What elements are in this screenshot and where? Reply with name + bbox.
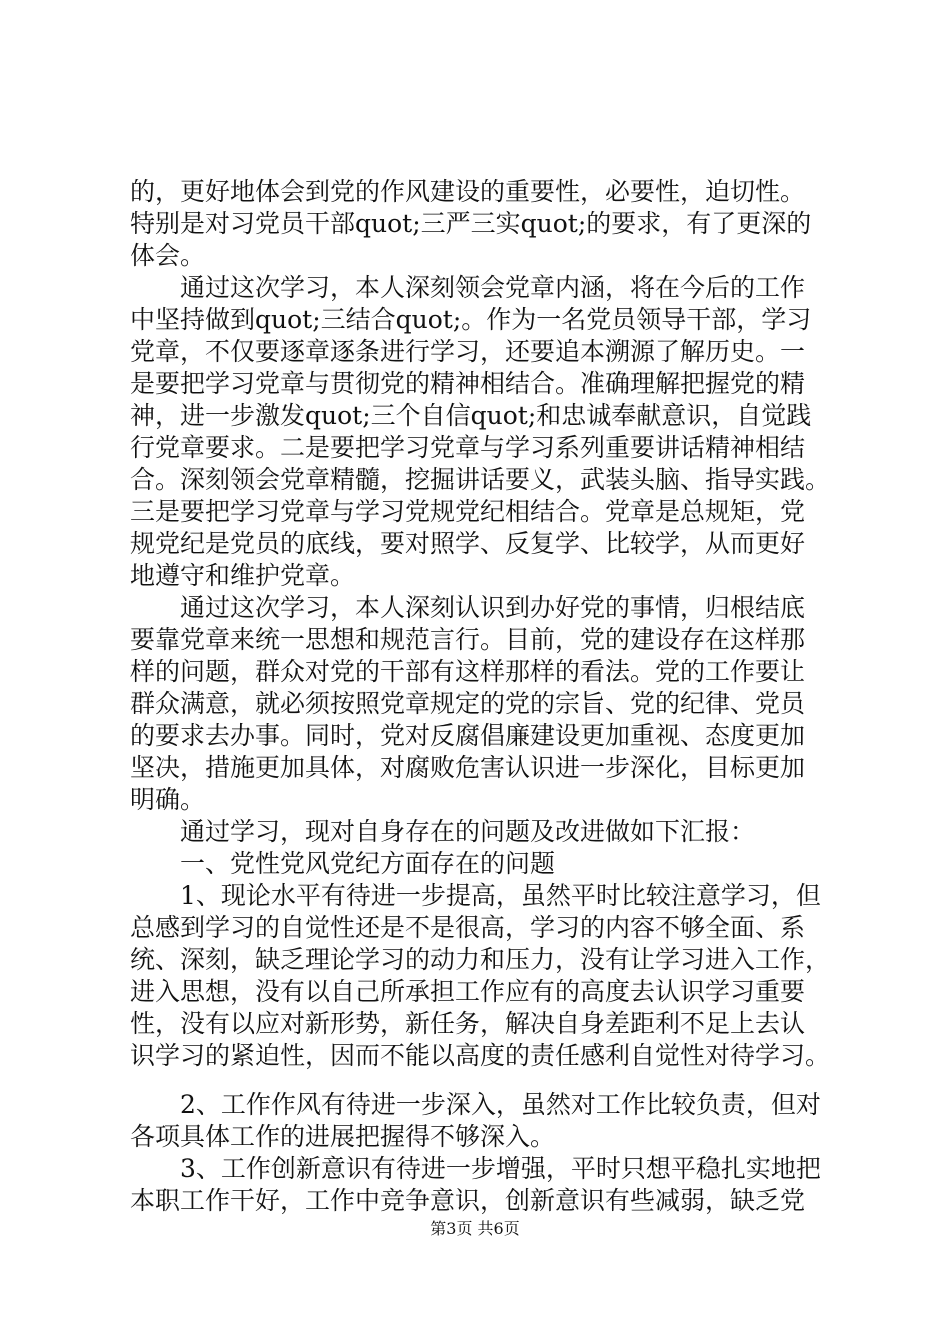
body-text-line: 规党纪是党员的底线，要对照学、反复学、比较学，从而更好 [130, 529, 806, 558]
body-text-line: 通过学习，现对自身存在的问题及改进做如下汇报： [130, 817, 756, 846]
body-text-line: 识学习的紧迫性，因而不能以高度的责任感利自觉性对待学习。 [130, 1041, 831, 1070]
body-text-line: 的，更好地体会到党的作风建设的重要性，必要性，迫切性。 [130, 177, 806, 206]
body-text-line: 统、深刻，缺乏理论学习的动力和压力，没有让学习进入工作， [130, 945, 831, 974]
body-text-line: 坚决，措施更加具体，对腐败危害认识进一步深化，目标更加 [130, 753, 806, 782]
body-text-line: 特别是对习党员干部quot;三严三实quot;的要求，有了更深的 [130, 209, 812, 238]
body-text-line: 行党章要求。二是要把学习党章与学习系列重要讲话精神相结 [130, 433, 806, 462]
body-text-line: 是要把学习党章与贯彻党的精神相结合。准确理解把握党的精 [130, 369, 806, 398]
body-text-line: 进入思想，没有以自己所承担工作应有的高度去认识学习重要 [130, 977, 806, 1006]
body-text-line: 神，进一步激发quot;三个自信quot;和忠诚奉献意识，自觉践 [130, 401, 812, 430]
body-text-line: 体会。 [130, 241, 206, 270]
body-text-line: 三是要把学习党章与学习党规党纪相结合。党章是总规矩，党 [130, 497, 806, 526]
body-text-line: 中坚持做到quot;三结合quot;。作为一名党员领导干部，学习 [130, 305, 812, 334]
body-text-line: 各项具体工作的进展把握得不够深入。 [130, 1122, 556, 1151]
body-text-line: 总感到学习的自觉性还是不是很高，学习的内容不够全面、系 [130, 913, 806, 942]
body-text-line: 地遵守和维护党章。 [130, 561, 356, 590]
body-text-line: 本职工作干好，工作中竞争意识，创新意识有些减弱，缺乏党 [130, 1186, 806, 1215]
body-text-line: 2、工作作风有待进一步深入，虽然对工作比较负责，但对 [130, 1090, 821, 1119]
body-text-line: 通过这次学习，本人深刻领会党章内涵，将在今后的工作 [130, 273, 806, 302]
body-text-line: 样的问题，群众对党的干部有这样那样的看法。党的工作要让 [130, 657, 806, 686]
page-number-footer: 第3页 共6页 [430, 1219, 520, 1238]
body-text-line: 群众满意，就必须按照党章规定的党的宗旨、党的纪律、党员 [130, 689, 806, 718]
body-text-line: 性，没有以应对新形势，新任务，解决自身差距利不足上去认 [130, 1009, 806, 1038]
body-text-line: 明确。 [130, 785, 206, 814]
section-heading: 一、党性党风党纪方面存在的问题 [130, 849, 556, 878]
body-text-line: 通过这次学习，本人深刻认识到办好党的事情，归根结底 [130, 593, 806, 622]
body-text-line: 合。深刻领会党章精髓，挖掘讲话要义，武装头脑、指导实践。 [130, 465, 831, 494]
body-text-line: 1、现论水平有待进一步提高，虽然平时比较注意学习，但 [130, 881, 821, 910]
body-text-line: 要靠党章来统一思想和规范言行。目前，党的建设存在这样那 [130, 625, 806, 654]
body-text-line: 3、工作创新意识有待进一步增强，平时只想平稳扎实地把 [130, 1154, 821, 1183]
body-text-line: 党章，不仅要逐章逐条进行学习，还要追本溯源了解历史。一 [130, 337, 806, 366]
body-text-line: 的要求去办事。同时，党对反腐倡廉建设更加重视、态度更加 [130, 721, 806, 750]
